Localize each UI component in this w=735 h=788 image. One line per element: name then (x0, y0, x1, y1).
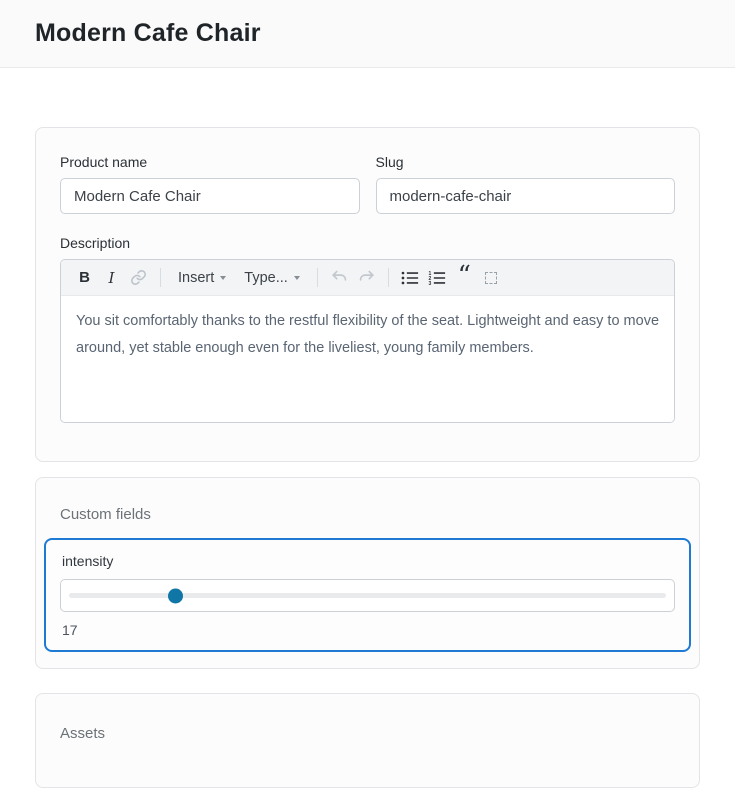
type-dropdown[interactable] (235, 265, 309, 291)
numbered-list-icon (428, 270, 446, 286)
bold-button[interactable] (71, 265, 98, 291)
rich-text-editor (60, 259, 675, 423)
intensity-label: intensity (62, 553, 114, 569)
chevron-down-icon (294, 276, 300, 280)
toolbar-separator (160, 268, 161, 287)
numbered-list-button[interactable] (424, 265, 451, 291)
blockquote-button[interactable] (451, 260, 478, 291)
bullet-list-icon (401, 270, 419, 286)
intensity-slider[interactable] (60, 579, 675, 612)
intensity-field[interactable] (44, 538, 691, 652)
description-label: Description (60, 235, 131, 251)
description-field (60, 235, 675, 423)
bold-icon: B (79, 269, 90, 286)
toolbar-separator (388, 268, 389, 287)
custom-fields-heading: Custom fields (60, 506, 151, 523)
slug-field (376, 154, 676, 214)
page-header (0, 0, 735, 68)
product-name-field (60, 154, 360, 214)
page-title: Modern Cafe Chair (35, 19, 261, 47)
slider-track[interactable] (69, 593, 666, 598)
assets-heading: Assets (60, 725, 106, 742)
product-name-label: Product name (60, 154, 148, 170)
italic-icon: I (108, 268, 115, 287)
undo-button[interactable] (326, 265, 353, 291)
name-slug-row (60, 154, 675, 214)
insert-dropdown[interactable] (169, 265, 235, 291)
italic-button[interactable] (98, 265, 125, 291)
blockquote-icon: “ (457, 260, 471, 291)
intensity-value: 17 (62, 622, 78, 638)
link-button[interactable] (125, 265, 152, 291)
anchor-button[interactable] (478, 265, 505, 291)
bullet-list-button[interactable] (397, 265, 424, 291)
assets-card (35, 693, 700, 788)
type-dropdown-label: Type... (244, 269, 288, 286)
redo-icon (357, 268, 376, 287)
main-content (0, 68, 735, 788)
svg-text:3: 3 (428, 280, 432, 286)
chevron-down-icon (220, 276, 226, 280)
svg-text:1: 1 (428, 270, 432, 277)
product-name-input[interactable] (60, 178, 360, 214)
link-icon (130, 269, 147, 286)
toolbar-separator (317, 268, 318, 287)
slug-input[interactable] (376, 178, 676, 214)
undo-icon (330, 268, 349, 287)
svg-text:2: 2 (428, 275, 432, 282)
editor-toolbar (61, 260, 674, 296)
insert-dropdown-label: Insert (178, 269, 215, 286)
anchor-icon (485, 272, 497, 284)
description-editor-body[interactable]: You sit comfortably thanks to the restful flexibility of the seat. Lightweight and easy to move around, yet stable enough even for the liveliest, young family members. (61, 296, 674, 422)
slug-label: Slug (375, 154, 404, 170)
custom-fields-card (35, 477, 700, 669)
redo-button[interactable] (353, 265, 380, 291)
slider-thumb[interactable] (168, 588, 183, 603)
product-details-card (35, 127, 700, 462)
